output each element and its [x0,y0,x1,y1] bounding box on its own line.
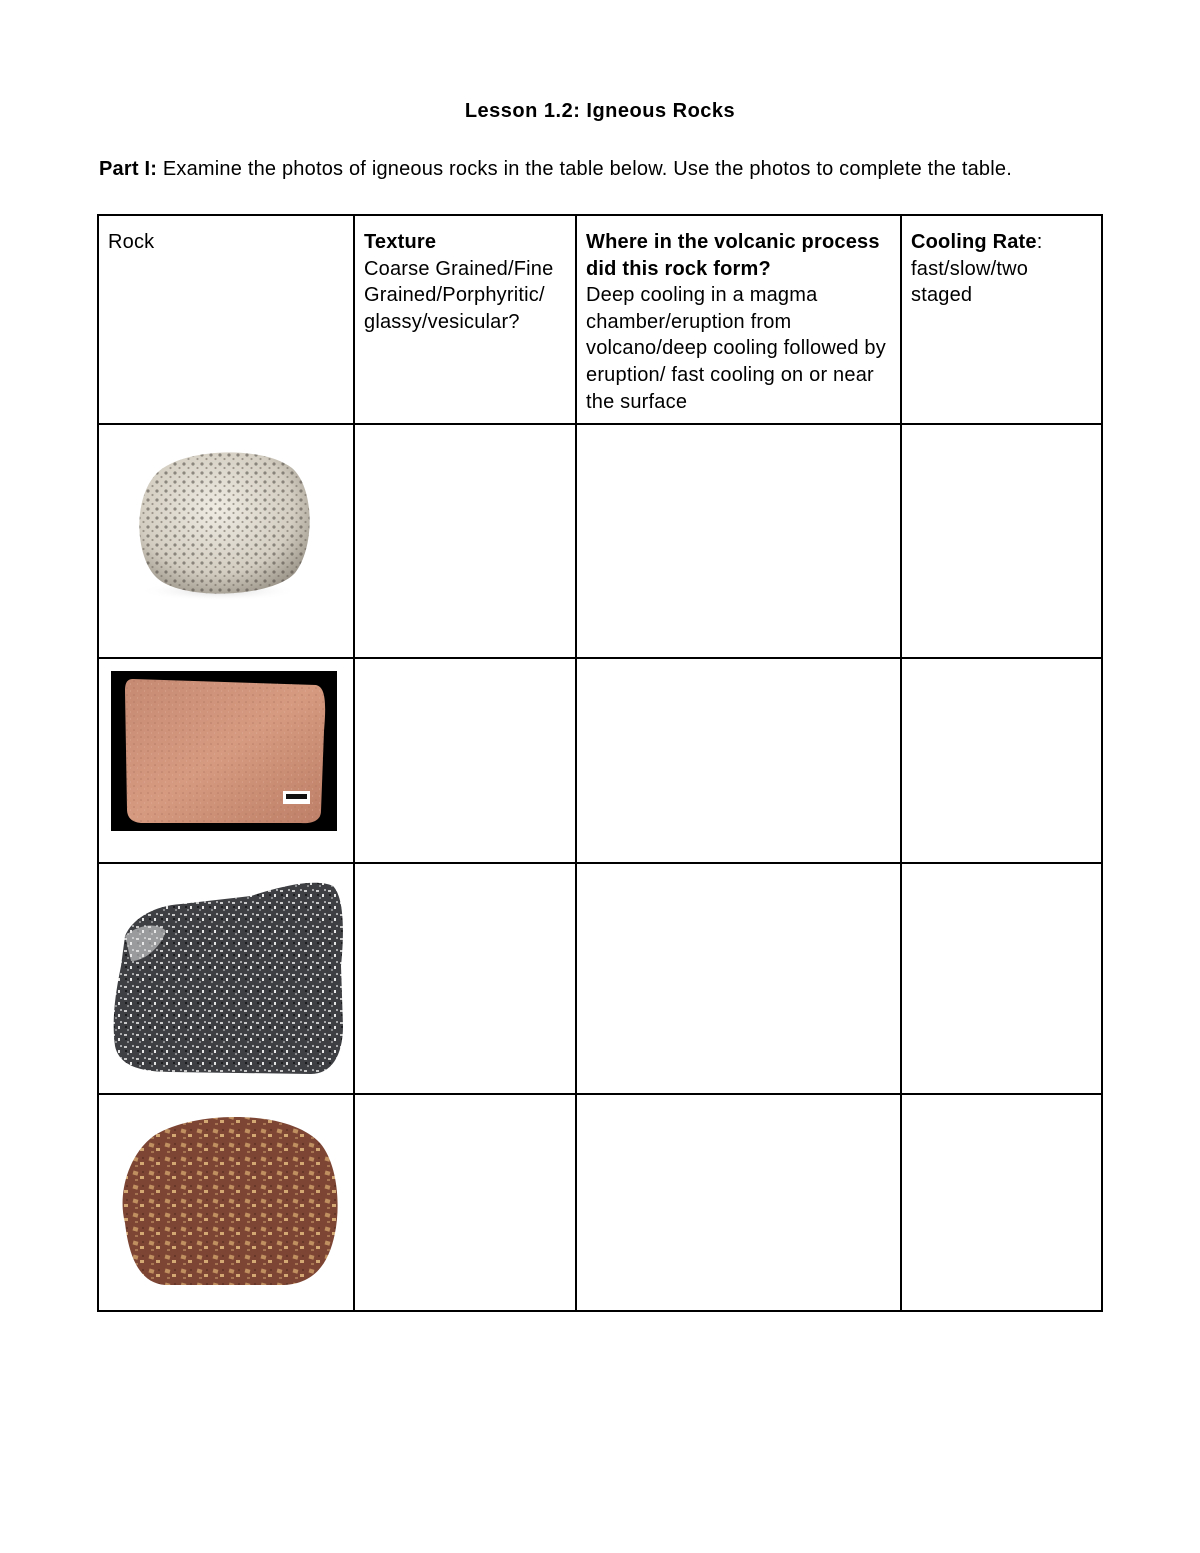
table-row [98,863,1102,1094]
page-title: Lesson 1.2: Igneous Rocks [464,100,736,122]
cooling-header-colon: : [1036,231,1043,253]
texture-cell[interactable] [354,1094,576,1311]
header-texture [354,215,576,424]
header-row [98,215,1102,424]
cooling-cell[interactable] [901,863,1102,1094]
table-row [98,1094,1102,1311]
cooling-answer[interactable] [902,864,1101,877]
rock-photo-cell [98,658,354,863]
rock-photo-cell [98,863,354,1094]
instructions-text: Examine the photos of igneous rocks in the table below. Use the photos to complete the table. [157,158,1012,180]
rock-photo-cell [98,424,354,658]
cooling-cell[interactable] [901,1094,1102,1311]
texture-header-options: Coarse Grained/Fine Grained/Porphyritic/ glassy/vesicular? [364,257,554,333]
table-row [98,658,1102,863]
texture-answer[interactable] [355,659,575,672]
cooling-answer[interactable] [902,659,1101,672]
where-answer[interactable] [577,1095,900,1108]
rhyolite-photo [111,671,337,831]
diorite-photo [111,876,347,1082]
where-answer[interactable] [577,659,900,672]
texture-answer[interactable] [355,425,575,438]
texture-answer[interactable] [355,864,575,877]
where-answer[interactable] [577,425,900,438]
instructions [99,158,1109,181]
where-header-options: Deep cooling in a magma chamber/eruption from volcano/deep cooling followed by eruption/ fast cooling on or near the surface [586,284,886,413]
where-answer[interactable] [577,864,900,877]
cooling-header-title: Cooling Rate [911,231,1037,253]
texture-answer[interactable] [355,1095,575,1108]
cooling-answer[interactable] [902,425,1101,438]
table-row [98,424,1102,658]
rocks-table [97,214,1103,1312]
header-cooling [901,215,1102,424]
pumice-photo [127,443,317,603]
rock-photo-cell [98,1094,354,1311]
where-cell[interactable] [576,424,901,658]
where-cell[interactable] [576,863,901,1094]
header-rock [98,215,354,424]
where-cell[interactable] [576,1094,901,1311]
header-where [576,215,901,424]
cooling-cell[interactable] [901,424,1102,658]
texture-cell[interactable] [354,424,576,658]
cooling-answer[interactable] [902,1095,1101,1108]
where-cell[interactable] [576,658,901,863]
cooling-header-options: fast/slow/two staged [911,257,1029,307]
where-header-title: Where in the volcanic process did this rock form? [586,231,880,280]
part-label: Part I: [99,158,158,180]
texture-cell[interactable] [354,658,576,863]
cooling-cell[interactable] [901,658,1102,863]
texture-cell[interactable] [354,863,576,1094]
rock-header-label: Rock [108,231,155,253]
texture-header-title: Texture [364,231,437,253]
porphyry-photo [115,1113,341,1289]
